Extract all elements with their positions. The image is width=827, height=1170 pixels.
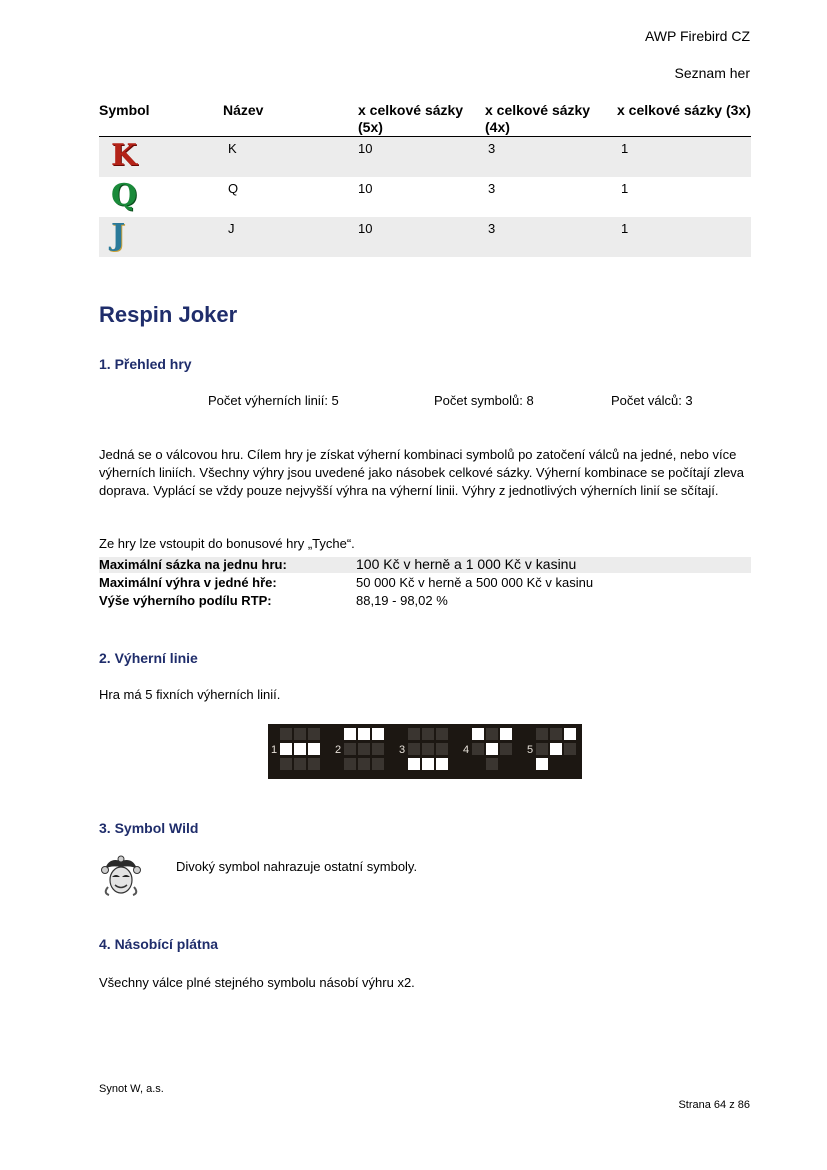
joker-wild-icon: [99, 853, 143, 897]
table-row: [99, 137, 751, 178]
game-title: Respin Joker: [99, 302, 238, 327]
info-row-rtp: [99, 593, 751, 609]
payline-5-cell: [536, 758, 548, 770]
payline-3-cell: [422, 758, 434, 770]
mult-text: Všechny válce plné stejného symbolu násobí výhru x2.: [99, 975, 415, 990]
payline-number: 5: [527, 744, 534, 756]
wild-heading: 3. Symbol Wild: [99, 820, 199, 836]
col-header-symbol: Symbol: [99, 100, 223, 137]
payline-number: 3: [399, 744, 406, 756]
info-label: Výše výherního podílu RTP:: [99, 593, 272, 608]
row-name: K: [223, 137, 354, 178]
stat-reels: Počet válců: 3: [611, 393, 693, 408]
row-name: J: [223, 217, 354, 257]
table-row: [99, 217, 751, 257]
lines-text: Hra má 5 fixních výherních linií.: [99, 687, 281, 702]
info-label: Maximální výhra v jedné hře:: [99, 575, 277, 590]
payline-3-cell: [408, 758, 420, 770]
q-symbol-icon: Q: [111, 178, 138, 213]
payline-1-cell: [308, 743, 320, 755]
row-x4: 3: [485, 137, 617, 178]
payline-2-cell: [358, 728, 370, 740]
payline-5-cell: [564, 728, 576, 740]
document-brand: AWP Firebird CZ: [644, 28, 750, 44]
col-header-5x: x celkové sázky (5x): [354, 100, 485, 137]
game-description: Jedná se o válcovou hru. Cílem hry je získat výherní kombinaci symbolů po zatočení válců na jedné, nebo více výherních liniích. Všechny výhry jsou uvedené jako násobek celkové sázky. Výherní kombinace se počítají zleva doprava. Vyplácí se vždy pouze nejvyšší výhra na výherní linii. Výhry z jednotlivých výherních linií se sčítají.: [99, 447, 745, 498]
footer-company: Synot W, a.s.: [99, 1083, 164, 1095]
payline-number: 1: [271, 744, 278, 756]
payline-1-cell: [294, 743, 306, 755]
info-value: 100 Kč v herně a 1 000 Kč v kasinu: [356, 556, 577, 572]
footer-page-number: Strana 64 z 86: [678, 1099, 750, 1111]
stat-lines: Počet výherních linií: 5: [208, 393, 339, 408]
col-header-3x: x celkové sázky (3x): [617, 100, 751, 137]
payline-3-cell: [436, 758, 448, 770]
payline-number: 2: [335, 744, 342, 756]
info-row-max-win: [99, 575, 751, 591]
payline-2-cell: [372, 728, 384, 740]
info-value: 50 000 Kč v herně a 500 000 Kč v kasinu: [356, 575, 594, 590]
info-label: Maximální sázka na jednu hru:: [99, 557, 287, 572]
row-x5: 10: [354, 217, 485, 257]
paylines-diagram: [268, 724, 582, 779]
payline-number: 4: [463, 744, 470, 756]
payline-4-cell: [472, 728, 484, 740]
info-value: 88,19 - 98,02 %: [356, 593, 448, 608]
mult-heading: 4. Násobící plátna: [99, 936, 219, 952]
payline-1-cell: [280, 743, 292, 755]
row-x3: 1: [621, 181, 629, 196]
payline-4-cell: [486, 743, 498, 755]
stat-symbols: Počet symbolů: 8: [434, 393, 534, 408]
col-header-4x: x celkové sázky (4x): [485, 100, 617, 137]
col-header-name: Název: [223, 100, 354, 137]
k-symbol-icon: K: [111, 138, 138, 173]
info-row-max-bet: [99, 557, 751, 573]
j-symbol-icon: J: [111, 218, 126, 253]
payline-2-cell: [344, 728, 356, 740]
paytable-header-row: [99, 100, 751, 137]
payline-4-cell: [500, 728, 512, 740]
wild-text: Divoký symbol nahrazuje ostatní symboly.: [176, 859, 418, 874]
row-x4: 3: [485, 217, 617, 257]
paytable: [99, 100, 751, 257]
paylines-svg: [268, 724, 582, 779]
row-x4: 3: [488, 181, 496, 196]
row-name: Q: [228, 181, 239, 196]
table-row: [99, 177, 751, 217]
row-x3: 1: [617, 137, 751, 178]
row-x5: 10: [358, 181, 373, 196]
lines-heading: 2. Výherní linie: [99, 650, 198, 666]
document-section: Seznam her: [674, 65, 750, 81]
row-x5: 10: [354, 137, 485, 178]
payline-5-cell: [550, 743, 562, 755]
bonus-note: Ze hry lze vstoupit do bonusové hry „Tyche“.: [99, 536, 355, 551]
row-x3: 1: [617, 217, 751, 257]
overview-heading: 1. Přehled hry: [99, 356, 192, 372]
